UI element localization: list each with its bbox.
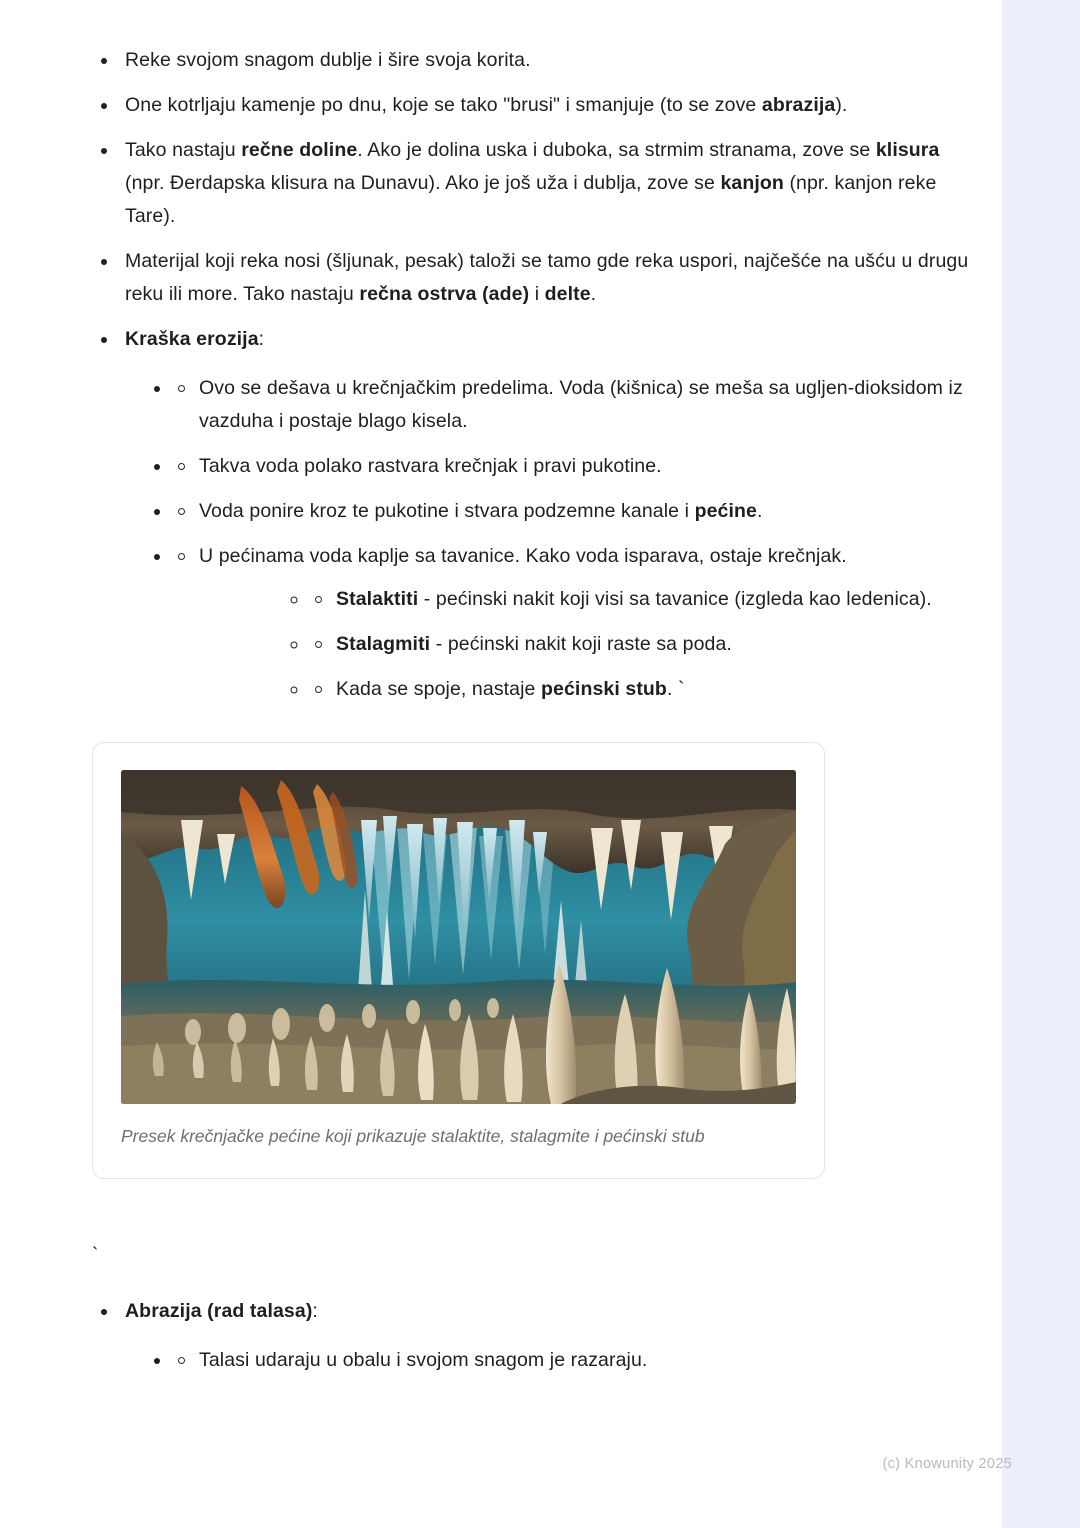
list-item	[92, 44, 972, 77]
list-item	[92, 134, 972, 233]
list-item-text: Stalaktiti - pećinski nakit koji visi sa tavanice (izgleda kao ledenica).	[336, 588, 932, 610]
section-heading	[92, 323, 972, 356]
list-item	[172, 540, 972, 706]
river-erosion-list	[92, 44, 972, 311]
section-heading	[92, 1295, 972, 1328]
karst-erosion-section	[92, 323, 972, 356]
stray-backtick: `	[92, 1245, 99, 1266]
list-item-text: Materijal koji reka nosi (šljunak, pesak) taloži se tamo gde reka uspori, najčešće na ušću u drugu reku ili more. Tako nastaju rečna ostrva (ade) i delte.	[125, 250, 969, 305]
list-item	[309, 583, 972, 616]
list-item-text: One kotrljaju kamenje po dnu, koje se tako "brusi" i smanjuje (to se zove abrazija).	[125, 94, 848, 116]
list-item-text: Ovo se dešava u krečnjačkim predelima. Voda (kišnica) se meša sa ugljen-dioksidom iz vazduha i postaje blago kisela.	[199, 377, 963, 432]
list-item	[92, 245, 972, 311]
list-item	[172, 450, 972, 483]
list-item	[309, 673, 972, 706]
list-item	[172, 495, 972, 528]
abrasion-heading-list	[92, 1295, 972, 1328]
list-item-text: U pećinama voda kaplje sa tavanice. Kako voda isparava, ostaje krečnjak.	[199, 545, 847, 567]
cave-photo-illustration	[121, 770, 796, 1104]
list-item-text: Tako nastaju rečne doline. Ako je dolina uska i duboka, sa strmim stranama, zove se klisura (npr. Đerdapska klisura na Dunavu). Ako je još uža i dublja, zove se kanjon (npr. kanjon reke Tare).	[125, 139, 940, 227]
abrasion-section	[92, 1295, 972, 1377]
list-item-text: Voda ponire kroz te pukotine i stvara podzemne kanale i pećine.	[199, 500, 763, 522]
list-item	[172, 372, 972, 438]
list-item	[309, 628, 972, 661]
abrasion-points-list	[132, 1344, 972, 1377]
section-heading-text: Abrazija (rad talasa):	[125, 1300, 318, 1322]
list-item-text: Stalagmiti - pećinski nakit koji raste sa poda.	[336, 633, 732, 655]
list-item-text: Takva voda polako rastvara krečnjak i pravi pukotine.	[199, 455, 662, 477]
figure-card	[92, 742, 825, 1179]
list-item	[92, 89, 972, 122]
watermark: (c) Knowunity 2025	[882, 1456, 1012, 1472]
document-content	[92, 44, 972, 1377]
cave-photo	[121, 770, 796, 1104]
list-item	[172, 1344, 972, 1377]
list-item-text: Talasi udaraju u obalu i svojom snagom je razaraju.	[199, 1349, 648, 1371]
list-item-text: Reke svojom snagom dublje i šire svoja korita.	[125, 49, 531, 71]
list-item-text: Kada se spoje, nastaje pećinski stub. `	[336, 678, 685, 700]
figure-caption: Presek krečnjačke pećine koji prikazuje stalaktite, stalagmite i pećinski stub	[121, 1126, 705, 1146]
karst-points-list	[132, 372, 972, 706]
karst-subpoints-list	[269, 583, 972, 706]
section-heading-text: Kraška erozija:	[125, 328, 265, 350]
